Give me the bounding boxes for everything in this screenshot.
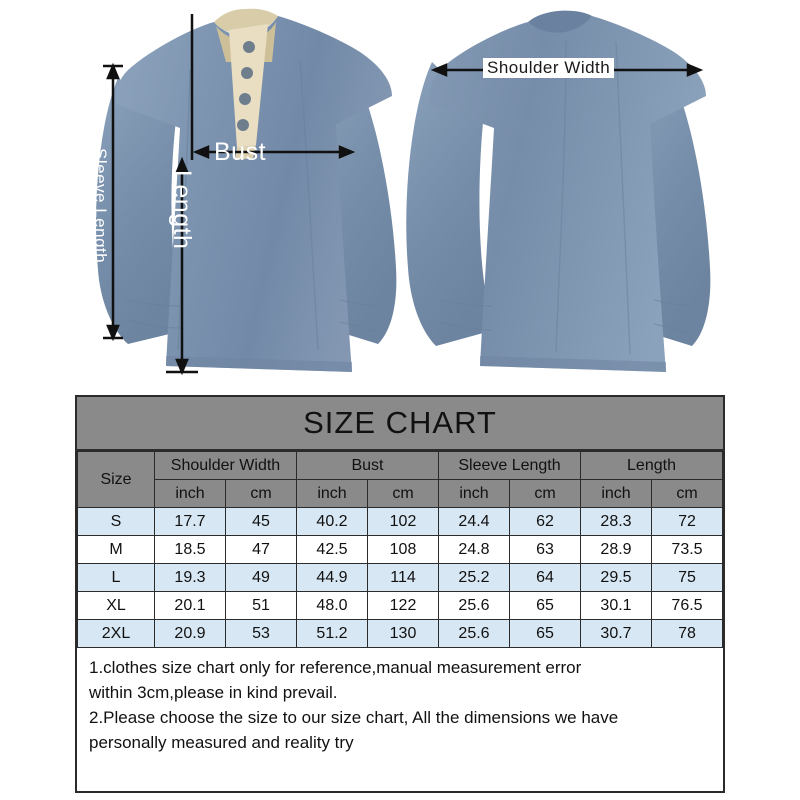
cell: 102 (368, 508, 439, 536)
row-size: XL (78, 592, 155, 620)
unit-sleeve-inch: inch (439, 480, 510, 508)
label-sleeve-length: Sleeve Length (91, 148, 110, 264)
cell: 51 (226, 592, 297, 620)
size-chart-title-bar (77, 397, 723, 451)
header-size: Size (78, 452, 155, 508)
unit-bust-inch: inch (297, 480, 368, 508)
cell: 63 (510, 536, 581, 564)
table-row (78, 508, 723, 536)
cell: 30.7 (581, 620, 652, 648)
cell: 45 (226, 508, 297, 536)
cell: 24.8 (439, 536, 510, 564)
header-length: Length (581, 452, 723, 480)
unit-bust-cm: cm (368, 480, 439, 508)
cell: 25.2 (439, 564, 510, 592)
shirt-diagram (0, 0, 800, 395)
row-size: M (78, 536, 155, 564)
cell: 49 (226, 564, 297, 592)
table-row (78, 592, 723, 620)
note-line: within 3cm,please in kind prevail. (89, 683, 338, 702)
cell: 44.9 (297, 564, 368, 592)
label-bust: Bust (214, 138, 267, 166)
cell: 73.5 (652, 536, 723, 564)
cell: 25.6 (439, 592, 510, 620)
header-shoulder-width: Shoulder Width (155, 452, 297, 480)
size-chart-notes (77, 648, 723, 755)
cell: 62 (510, 508, 581, 536)
garment-illustration (0, 0, 800, 395)
cell: 28.3 (581, 508, 652, 536)
cell: 25.6 (439, 620, 510, 648)
cell: 48.0 (297, 592, 368, 620)
unit-length-inch: inch (581, 480, 652, 508)
cell: 65 (510, 592, 581, 620)
page-title: SIZE CHART (303, 405, 497, 440)
cell: 29.5 (581, 564, 652, 592)
label-length: Length (168, 170, 196, 250)
cell: 130 (368, 620, 439, 648)
cell: 24.4 (439, 508, 510, 536)
table-row (78, 536, 723, 564)
cell: 76.5 (652, 592, 723, 620)
cell: 20.9 (155, 620, 226, 648)
header-sleeve-length: Sleeve Length (439, 452, 581, 480)
row-size: S (78, 508, 155, 536)
table-header-units (78, 480, 723, 508)
table-header-groups (78, 452, 723, 480)
cell: 47 (226, 536, 297, 564)
cell: 42.5 (297, 536, 368, 564)
cell: 40.2 (297, 508, 368, 536)
table-row (78, 620, 723, 648)
cell: 28.9 (581, 536, 652, 564)
unit-length-cm: cm (652, 480, 723, 508)
cell: 53 (226, 620, 297, 648)
cell: 78 (652, 620, 723, 648)
table-row (78, 564, 723, 592)
unit-sleeve-cm: cm (510, 480, 581, 508)
cell: 17.7 (155, 508, 226, 536)
cell: 51.2 (297, 620, 368, 648)
note-line: 2.Please choose the size to our size chart, All the dimensions we have (89, 708, 619, 727)
row-size: 2XL (78, 620, 155, 648)
cell: 108 (368, 536, 439, 564)
cell: 20.1 (155, 592, 226, 620)
cell: 19.3 (155, 564, 226, 592)
note-line: 1.clothes size chart only for reference,manual measurement error (89, 658, 582, 677)
unit-shoulder-inch: inch (155, 480, 226, 508)
cell: 114 (368, 564, 439, 592)
cell: 18.5 (155, 536, 226, 564)
cell: 122 (368, 592, 439, 620)
unit-shoulder-cm: cm (226, 480, 297, 508)
cell: 65 (510, 620, 581, 648)
size-table (77, 451, 723, 648)
note-line: personally measured and reality try (89, 733, 354, 752)
cell: 64 (510, 564, 581, 592)
header-bust: Bust (297, 452, 439, 480)
label-shoulder-width: Shoulder Width (483, 58, 614, 78)
row-size: L (78, 564, 155, 592)
cell: 72 (652, 508, 723, 536)
shirt-front (96, 9, 396, 372)
cell: 75 (652, 564, 723, 592)
size-chart (75, 395, 725, 793)
cell: 30.1 (581, 592, 652, 620)
